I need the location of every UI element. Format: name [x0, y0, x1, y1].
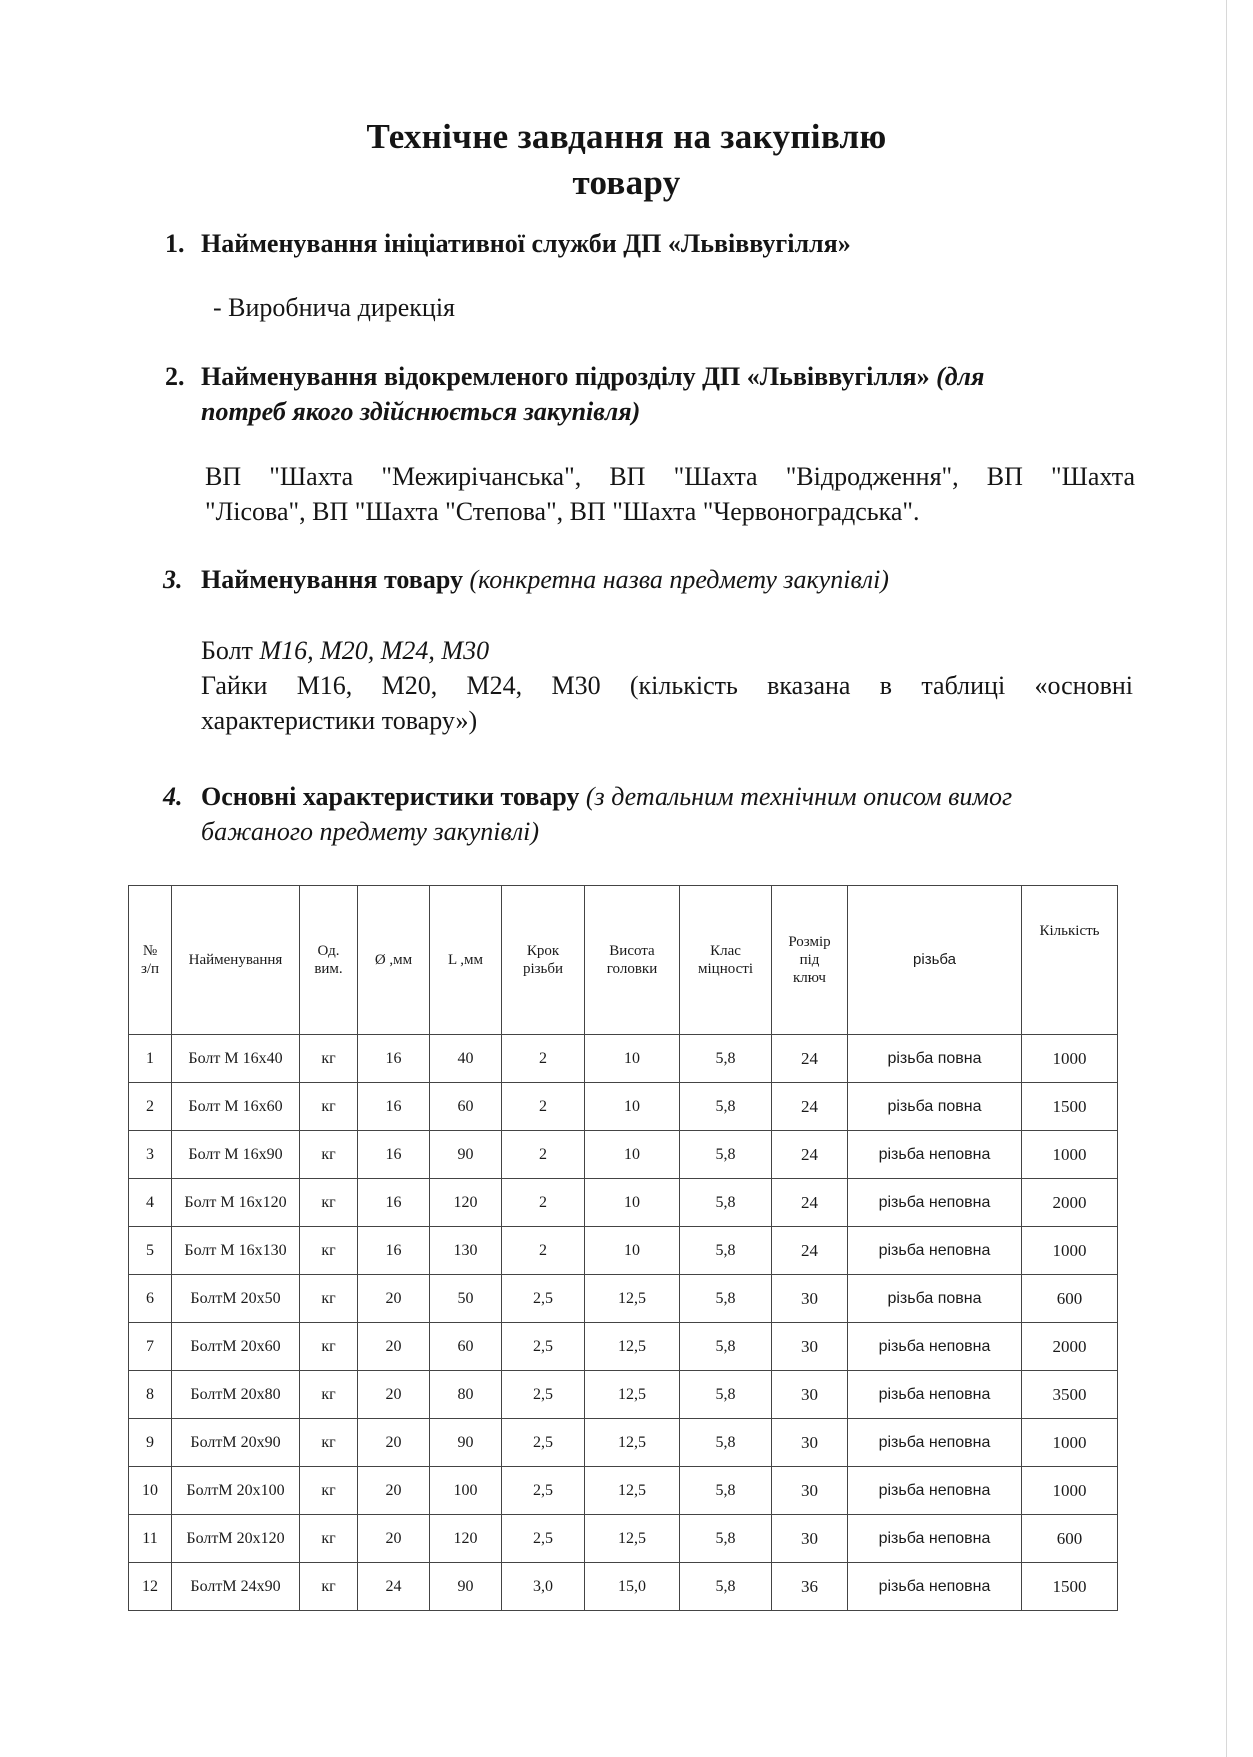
cell-pitch: 2,5 [502, 1515, 585, 1563]
cell-diameter: 16 [358, 1083, 430, 1131]
specifications-table [128, 885, 1118, 1611]
section-4-note-end: бажаного предмету закупівлі) [201, 817, 540, 846]
cell-number: 3 [129, 1131, 172, 1179]
cell-wrench-size: 24 [772, 1131, 848, 1179]
header-thread: різьба [848, 886, 1022, 1035]
header-name: Найменування [172, 886, 300, 1035]
cell-name: Болт М 16х120 [172, 1179, 300, 1227]
cell-length: 90 [430, 1563, 502, 1611]
cell-length: 40 [430, 1035, 502, 1083]
cell-number: 6 [129, 1275, 172, 1323]
header-unit: Од. вим. [300, 886, 358, 1035]
header-strength-class: Клас міцності [680, 886, 772, 1035]
cell-wrench-size: 30 [772, 1467, 848, 1515]
cell-head-height: 10 [585, 1131, 680, 1179]
section-2-body [205, 459, 1135, 529]
cell-quantity: 1000 [1022, 1419, 1118, 1467]
cell-unit: кг [300, 1467, 358, 1515]
cell-thread: різьба неповна [848, 1467, 1022, 1515]
cell-thread: різьба неповна [848, 1515, 1022, 1563]
cell-number: 5 [129, 1227, 172, 1275]
document-title-continued: товару [572, 163, 681, 202]
header-length: L ,мм [430, 886, 502, 1035]
cell-name: БолтМ 20х60 [172, 1323, 300, 1371]
section-2-heading: Найменування відокремленого підрозділу ДП «Львіввугілля» [201, 362, 930, 391]
cell-strength-class: 5,8 [680, 1515, 772, 1563]
cell-unit: кг [300, 1371, 358, 1419]
cell-unit: кг [300, 1515, 358, 1563]
cell-length: 100 [430, 1467, 502, 1515]
cell-pitch: 2,5 [502, 1419, 585, 1467]
cell-name: Болт М 16х60 [172, 1083, 300, 1131]
cell-strength-class: 5,8 [680, 1227, 772, 1275]
table-row [129, 1323, 1118, 1371]
section-4-note-start: (з детальним технічним описом вимог [585, 782, 1013, 811]
cell-length: 80 [430, 1371, 502, 1419]
cell-wrench-size: 30 [772, 1419, 848, 1467]
cell-wrench-size: 30 [772, 1323, 848, 1371]
cell-quantity: 600 [1022, 1275, 1118, 1323]
table-row [129, 1371, 1118, 1419]
cell-strength-class: 5,8 [680, 1035, 772, 1083]
cell-head-height: 10 [585, 1035, 680, 1083]
section-3-note: (конкретна назва предмету закупівлі) [469, 565, 889, 594]
section-2-body-line-2: "Лісова", ВП "Шахта "Степова", ВП "Шахта "Червоноградська". [205, 497, 920, 526]
table-row [129, 1563, 1118, 1611]
header-thread-pitch: Крок різьби [502, 886, 585, 1035]
cell-length: 90 [430, 1131, 502, 1179]
cell-thread: різьба неповна [848, 1131, 1022, 1179]
cell-strength-class: 5,8 [680, 1275, 772, 1323]
cell-length: 120 [430, 1515, 502, 1563]
cell-unit: кг [300, 1323, 358, 1371]
cell-unit: кг [300, 1131, 358, 1179]
cell-pitch: 2 [502, 1227, 585, 1275]
cell-length: 50 [430, 1275, 502, 1323]
cell-name: БолтМ 20х50 [172, 1275, 300, 1323]
cell-number: 11 [129, 1515, 172, 1563]
cell-pitch: 2 [502, 1131, 585, 1179]
cell-head-height: 12,5 [585, 1419, 680, 1467]
cell-unit: кг [300, 1563, 358, 1611]
table-row [129, 1515, 1118, 1563]
section-1-heading: Найменування ініціативної служби ДП «Львіввугілля» [201, 229, 851, 258]
cell-thread: різьба неповна [848, 1179, 1022, 1227]
bolt-sizes: М16, М20, М24, М30 [259, 636, 490, 665]
cell-number: 7 [129, 1323, 172, 1371]
header-wrench-size: Розмір під ключ [772, 886, 848, 1035]
section-3-number: 3. [163, 565, 183, 594]
cell-strength-class: 5,8 [680, 1467, 772, 1515]
cell-diameter: 20 [358, 1419, 430, 1467]
cell-strength-class: 5,8 [680, 1371, 772, 1419]
cell-unit: кг [300, 1419, 358, 1467]
cell-name: Болт М 16х40 [172, 1035, 300, 1083]
cell-name: БолтМ 20х90 [172, 1419, 300, 1467]
cell-name: Болт М 16х130 [172, 1227, 300, 1275]
header-quantity: Кількість [1022, 886, 1118, 1035]
header-number: № з/п [129, 886, 172, 1035]
section-1-number: 1. [165, 229, 185, 258]
cell-head-height: 12,5 [585, 1275, 680, 1323]
cell-pitch: 2,5 [502, 1323, 585, 1371]
cell-head-height: 12,5 [585, 1323, 680, 1371]
scan-edge-line [1226, 0, 1227, 1757]
bolt-prefix: Болт [201, 636, 253, 665]
table-row [129, 1035, 1118, 1083]
cell-diameter: 16 [358, 1179, 430, 1227]
cell-wrench-size: 36 [772, 1563, 848, 1611]
cell-strength-class: 5,8 [680, 1419, 772, 1467]
cell-wrench-size: 24 [772, 1035, 848, 1083]
cell-pitch: 2,5 [502, 1467, 585, 1515]
cell-unit: кг [300, 1227, 358, 1275]
cell-diameter: 16 [358, 1227, 430, 1275]
cell-head-height: 12,5 [585, 1371, 680, 1419]
cell-quantity: 1000 [1022, 1227, 1118, 1275]
cell-number: 2 [129, 1083, 172, 1131]
cell-diameter: 20 [358, 1275, 430, 1323]
table-row [129, 1419, 1118, 1467]
section-2-note-start: (для [936, 362, 985, 391]
section-4-heading-block [201, 779, 1141, 849]
cell-pitch: 3,0 [502, 1563, 585, 1611]
table-row [129, 1275, 1118, 1323]
section-2-note-end: потреб якого здійснюється закупівля) [201, 397, 641, 426]
cell-name: БолтМ 20х80 [172, 1371, 300, 1419]
nuts-line-2: характеристики товару») [201, 706, 478, 735]
cell-diameter: 16 [358, 1035, 430, 1083]
cell-length: 120 [430, 1179, 502, 1227]
cell-quantity: 3500 [1022, 1371, 1118, 1419]
cell-thread: різьба повна [848, 1275, 1022, 1323]
cell-wrench-size: 30 [772, 1371, 848, 1419]
cell-unit: кг [300, 1179, 358, 1227]
cell-name: БолтМ 20х120 [172, 1515, 300, 1563]
cell-unit: кг [300, 1035, 358, 1083]
section-3-body [201, 633, 1133, 738]
cell-head-height: 12,5 [585, 1515, 680, 1563]
cell-name: БолтМ 24х90 [172, 1563, 300, 1611]
cell-pitch: 2 [502, 1083, 585, 1131]
cell-strength-class: 5,8 [680, 1323, 772, 1371]
cell-diameter: 20 [358, 1515, 430, 1563]
cell-quantity: 600 [1022, 1515, 1118, 1563]
cell-wrench-size: 24 [772, 1227, 848, 1275]
header-diameter: Ø ,мм [358, 886, 430, 1035]
cell-thread: різьба повна [848, 1035, 1022, 1083]
cell-head-height: 10 [585, 1179, 680, 1227]
cell-strength-class: 5,8 [680, 1563, 772, 1611]
cell-head-height: 15,0 [585, 1563, 680, 1611]
cell-number: 12 [129, 1563, 172, 1611]
section-1-item: - Виробнича дирекція [213, 293, 455, 322]
cell-diameter: 20 [358, 1323, 430, 1371]
table-row [129, 1227, 1118, 1275]
cell-thread: різьба неповна [848, 1563, 1022, 1611]
section-4-number: 4. [163, 782, 183, 811]
cell-wrench-size: 24 [772, 1179, 848, 1227]
cell-pitch: 2 [502, 1035, 585, 1083]
cell-quantity: 1500 [1022, 1083, 1118, 1131]
cell-quantity: 1000 [1022, 1131, 1118, 1179]
cell-length: 90 [430, 1419, 502, 1467]
cell-diameter: 24 [358, 1563, 430, 1611]
cell-number: 10 [129, 1467, 172, 1515]
cell-number: 4 [129, 1179, 172, 1227]
cell-wrench-size: 24 [772, 1083, 848, 1131]
cell-name: БолтМ 20х100 [172, 1467, 300, 1515]
cell-strength-class: 5,8 [680, 1083, 772, 1131]
cell-thread: різьба неповна [848, 1323, 1022, 1371]
cell-number: 8 [129, 1371, 172, 1419]
bolt-line [201, 633, 1133, 668]
cell-wrench-size: 30 [772, 1515, 848, 1563]
section-3-heading: Найменування товару [201, 565, 463, 594]
section-3-heading-line [201, 562, 889, 597]
cell-number: 1 [129, 1035, 172, 1083]
table-row [129, 1083, 1118, 1131]
document-title: Технічне завдання на закупівлю [366, 117, 887, 156]
cell-thread: різьба неповна [848, 1227, 1022, 1275]
cell-thread: різьба повна [848, 1083, 1022, 1131]
cell-quantity: 1500 [1022, 1563, 1118, 1611]
cell-head-height: 10 [585, 1083, 680, 1131]
cell-length: 60 [430, 1083, 502, 1131]
cell-diameter: 20 [358, 1371, 430, 1419]
nuts-line-1: Гайки М16, М20, М24, М30 (кількість вказана в таблиці «основні [201, 671, 1133, 700]
cell-thread: різьба неповна [848, 1371, 1022, 1419]
cell-unit: кг [300, 1083, 358, 1131]
cell-diameter: 20 [358, 1467, 430, 1515]
cell-thread: різьба неповна [848, 1419, 1022, 1467]
cell-quantity: 1000 [1022, 1467, 1118, 1515]
cell-quantity: 2000 [1022, 1179, 1118, 1227]
table-header-row [129, 886, 1118, 1035]
cell-name: Болт М 16х90 [172, 1131, 300, 1179]
section-4-heading: Основні характеристики товару [201, 782, 580, 811]
cell-strength-class: 5,8 [680, 1179, 772, 1227]
table-row [129, 1179, 1118, 1227]
table-row [129, 1467, 1118, 1515]
cell-pitch: 2 [502, 1179, 585, 1227]
cell-strength-class: 5,8 [680, 1131, 772, 1179]
section-2-body-line-1: ВП "Шахта "Межирічанська", ВП "Шахта "Відродження", ВП "Шахта [205, 462, 1135, 491]
cell-wrench-size: 30 [772, 1275, 848, 1323]
section-2-heading-block [201, 359, 1117, 429]
cell-unit: кг [300, 1275, 358, 1323]
cell-diameter: 16 [358, 1131, 430, 1179]
cell-quantity: 2000 [1022, 1323, 1118, 1371]
cell-pitch: 2,5 [502, 1275, 585, 1323]
cell-quantity: 1000 [1022, 1035, 1118, 1083]
cell-length: 60 [430, 1323, 502, 1371]
header-head-height: Висота головки [585, 886, 680, 1035]
cell-number: 9 [129, 1419, 172, 1467]
cell-length: 130 [430, 1227, 502, 1275]
cell-pitch: 2,5 [502, 1371, 585, 1419]
cell-head-height: 12,5 [585, 1467, 680, 1515]
section-2-number: 2. [165, 362, 185, 391]
table-row [129, 1131, 1118, 1179]
cell-head-height: 10 [585, 1227, 680, 1275]
